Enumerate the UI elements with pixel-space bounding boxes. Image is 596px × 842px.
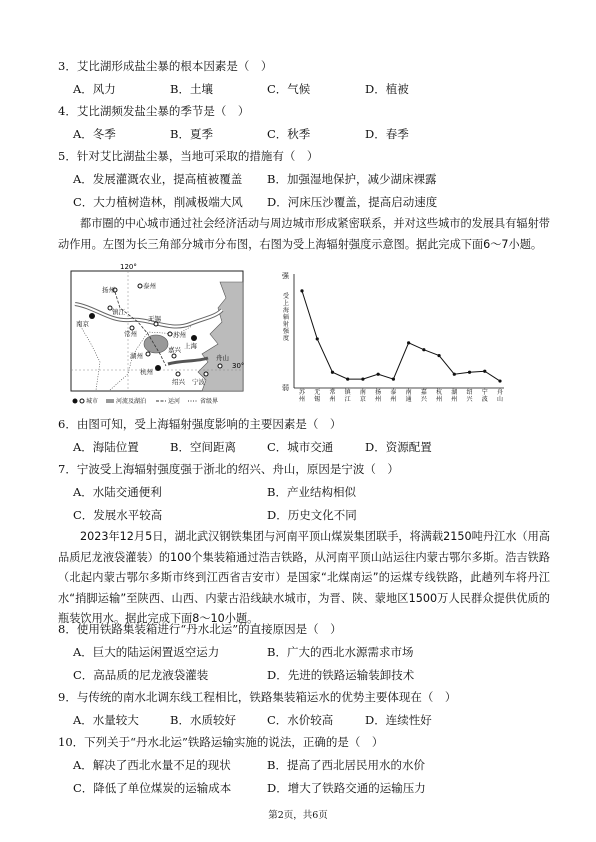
city-dot [191, 335, 197, 341]
city-label: 常州 [124, 330, 137, 338]
q5-option-c: C．大力植树造林，削减极端大风 [73, 195, 243, 209]
q10-option-c: C．降低了单位煤炭的运输成本 [73, 781, 232, 795]
q6-option-c: C．城市交通 [267, 440, 334, 454]
data-point-泰州 [392, 378, 395, 381]
city-dot [146, 352, 150, 356]
city-dot [176, 372, 180, 376]
data-point-南通 [407, 341, 410, 344]
city-label: 扬州 [102, 286, 115, 294]
data-point-镇江 [346, 378, 349, 381]
city-label: 无锡 [148, 315, 161, 323]
q7-option-c: C．发展水平较高 [73, 508, 163, 522]
q10-option-b: B．提高了西北居民用水的水价 [267, 758, 425, 772]
question-5-stem: 5．针对艾比湖盐尘暴，当地可采取的措施有（ ） [58, 149, 319, 163]
data-point-常州 [331, 371, 334, 374]
y-axis-label: 受上海辐射强度 [282, 293, 290, 342]
city-dot [168, 332, 172, 336]
yangtze-delta-map [70, 262, 246, 408]
city-dot [155, 365, 161, 371]
data-point-舟山 [498, 379, 501, 382]
x-tick-label: 扬州 [375, 389, 382, 403]
legend-city-icon [73, 399, 78, 404]
q6-option-b: B．空间距离 [170, 440, 236, 454]
q7-option-a: A．水陆交通便利 [73, 485, 162, 499]
city-label: 杭州 [140, 368, 153, 376]
data-point-扬州 [377, 373, 380, 376]
q8-option-c: C．高品质的尼龙液袋灌装 [73, 668, 209, 682]
q4-option-d: D．春季 [365, 127, 409, 141]
q6-option-a: A．海陆位置 [73, 440, 139, 454]
data-point-绍兴 [468, 371, 471, 374]
y-axis-title [283, 292, 290, 342]
data-point-南京 [361, 378, 364, 381]
q9-option-b: B．水质较好 [170, 713, 236, 727]
city-dot [89, 313, 95, 319]
q7-option-b: B．产业结构相似 [267, 485, 356, 499]
q4-option-c: C．秋季 [267, 127, 311, 141]
q6-option-d: D．资源配置 [365, 440, 432, 454]
question-8-stem: 8．使用铁路集装箱进行“丹水北运”的直接原因是（ ） [58, 622, 342, 636]
legend-river: 河流及湖泊 [116, 398, 147, 405]
data-point-苏州 [300, 289, 303, 292]
q10-option-d: D．增大了铁路交通的运输压力 [267, 781, 426, 795]
radiation-intensity-chart [276, 268, 508, 412]
city-label: 嘉兴 [168, 346, 181, 354]
x-tick-label: 湖州 [451, 389, 458, 403]
data-point-无锡 [316, 337, 319, 340]
city-label: 泰州 [143, 282, 156, 290]
passage-1 [58, 214, 550, 255]
page-footer: 第2页，共6页 [268, 810, 328, 821]
series-line [302, 291, 500, 381]
x-tick-label: 嘉兴 [420, 389, 427, 403]
q8-option-d: D．先进的铁路运输装卸技术 [267, 668, 415, 682]
city-dot [172, 354, 176, 358]
legend-canal: 运河 [168, 398, 181, 405]
question-6-stem: 6．由图可知，受上海辐射强度影响的主要因素是（ ） [58, 417, 342, 431]
x-tick-label: 常州 [329, 389, 336, 403]
x-tick-label: 泰州 [390, 389, 397, 403]
question-4-stem: 4．艾比湖频发盐尘暴的季节是（ ） [58, 104, 250, 118]
city-label: 苏州 [173, 331, 186, 339]
x-tick-label: 无锡 [314, 389, 321, 403]
city-label: 舟山 [216, 354, 229, 362]
question-10-stem: 10．下列关于“丹水北运”铁路运输实施的说法，正确的是（ ） [58, 735, 384, 749]
data-point-宁波 [483, 370, 486, 373]
q5-option-a: A．发展灌溉农业，提高植被覆盖 [73, 172, 243, 186]
q9-option-a: A．水量较大 [73, 713, 139, 727]
y-axis-bottom-label: 弱 [282, 384, 289, 392]
legend-river-icon [106, 399, 114, 403]
q5-option-d: D．河床压沙覆盖，提高启动速度 [267, 195, 438, 209]
legend-boundary: 省级界 [200, 398, 219, 405]
city-label: 宁波 [192, 378, 205, 386]
passage-2-text: 2023年12月5日，湖北武汉钢铁集团与河南平顶山煤炭集团联手，将满载2150吨丹江水（用高品质尼龙液袋灌装）的100个集装箱通过浩吉铁路，从河南平顶山站运往内蒙古鄂尔多斯。浩吉铁路（北起内蒙古鄂尔多斯市终到江西省吉安市）是国家“北煤南运”的运煤专线铁路，此趟列车将丹江水“捎脚运输”至陕西、山西、内蒙古沿线缺水城市，为晋、陕、蒙地区1500万人民群众提供优质的瓶装饮用水。据此完成下面8～10小题。 [58, 530, 550, 625]
q8-option-b: B．广大的西北水源需求市场 [267, 645, 414, 659]
city-label: 绍兴 [172, 378, 185, 386]
q7-option-d: D．历史文化不同 [267, 508, 357, 522]
x-tick-label: 舟山 [496, 389, 504, 403]
q3-option-a: A．风力 [73, 82, 116, 96]
x-tick-label: 镇江 [344, 389, 351, 403]
city-label: 镇江 [112, 308, 125, 316]
city-dot [204, 372, 208, 376]
passage-2 [58, 527, 550, 630]
data-point-湖州 [453, 373, 456, 376]
question-9-stem: 9．与传统的南水北调东线工程相比，铁路集装箱运水的优势主要体现在（ ） [58, 690, 457, 704]
data-point-杭州 [437, 354, 440, 357]
x-tick-label: 苏州 [298, 389, 306, 403]
passage-1-text: 都市圈的中心城市通过社会经济活动与周边城市形成紧密联系，并对这些城市的发展具有辐射带动作用。左图为长三角部分城市分布图，右图为受上海辐射强度示意图。据此完成下面6～7小题。 [58, 217, 550, 251]
q9-option-c: C．水价较高 [267, 713, 334, 727]
x-tick-label: 绍兴 [466, 389, 473, 403]
q3-option-d: D．植被 [365, 82, 409, 96]
y-axis-top-label: 强 [282, 272, 289, 280]
q3-option-c: C．气候 [267, 82, 311, 96]
city-label: 上海 [184, 342, 197, 350]
x-tick-label: 宁波 [481, 389, 488, 403]
q5-option-b: B．加强湿地保护，减少湖床裸露 [267, 172, 437, 186]
q3-option-b: B．土壤 [170, 82, 213, 96]
question-3-stem: 3．艾比湖形成盐尘暴的根本因素是（ ） [58, 59, 273, 73]
city-dot [138, 284, 142, 288]
x-tick-label: 杭州 [436, 389, 443, 403]
question-7-stem: 7．宁波受上海辐射强度强于浙北的绍兴、舟山，原因是宁波（ ） [58, 462, 399, 476]
q10-option-a: A．解决了西北水量不足的现状 [73, 758, 231, 772]
legend-city: 城市 [86, 398, 99, 405]
city-dot [218, 364, 222, 368]
q4-option-a: A．冬季 [73, 127, 116, 141]
city-label: 南京 [76, 320, 89, 328]
map-latitude-label: 30° [232, 362, 245, 370]
x-tick-label: 南京 [359, 389, 366, 403]
city-label: 湖州 [130, 352, 143, 360]
q8-option-a: A．巨大的陆运闲置返空运力 [73, 645, 220, 659]
data-point-嘉兴 [422, 348, 425, 351]
x-tick-label: 南通 [405, 389, 412, 403]
map-longitude-label: 120° [120, 263, 137, 271]
q9-option-d: D．连续性好 [365, 713, 432, 727]
q4-option-b: B．夏季 [170, 127, 213, 141]
